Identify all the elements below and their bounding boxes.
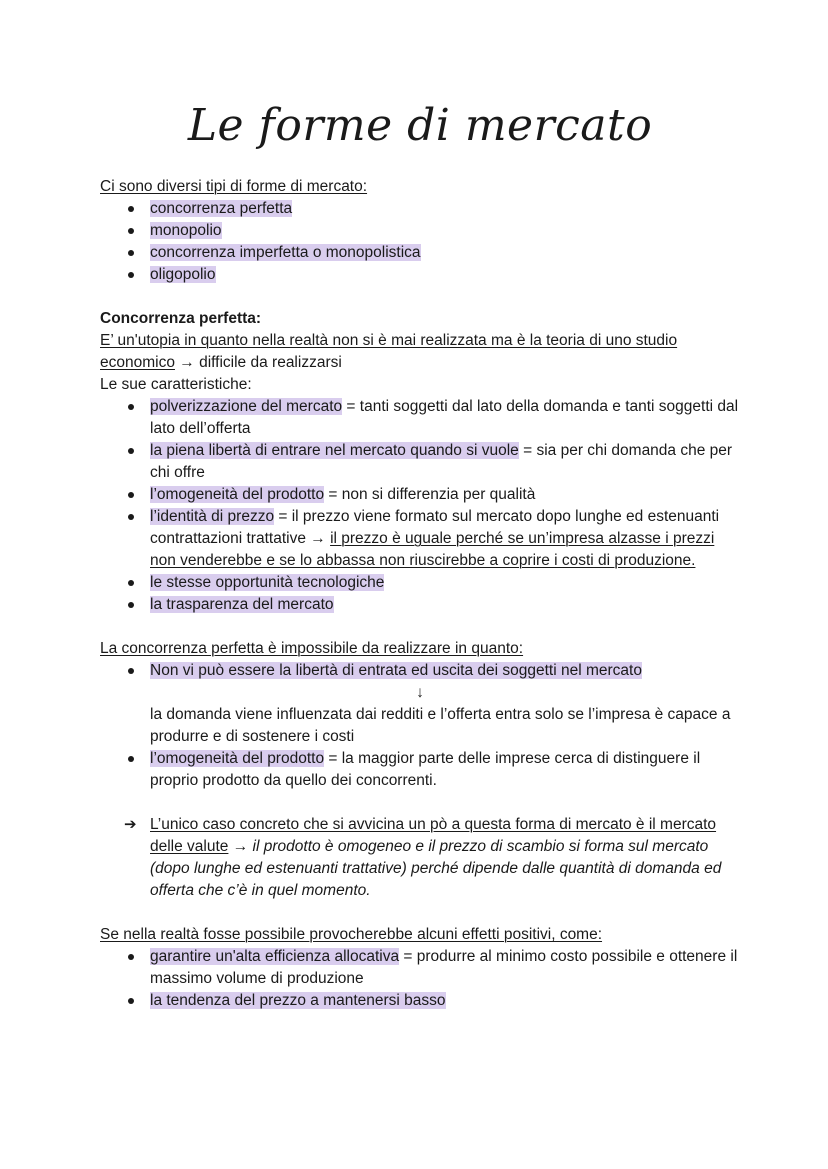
- characteristics-label: Le sue caratteristiche:: [100, 376, 252, 393]
- section-heading: Concorrenza perfetta:: [100, 310, 262, 327]
- section-heading: Se nella realtà fosse possibile provocherebbe alcuni effetti positivi, come:: [100, 926, 603, 943]
- reasons-list-2: [100, 748, 740, 792]
- list-item: la piena libertà di entrare nel mercato quando si vuole = sia per chi domanda che per chi offre: [100, 440, 740, 484]
- list-item: concorrenza imperfetta o monopolistica: [100, 242, 740, 264]
- list-item: Non vi può essere la libertà di entrata ed uscita dei soggetti nel mercato: [100, 660, 740, 682]
- list-item: concorrenza perfetta: [100, 198, 740, 220]
- section-heading: La concorrenza perfetta è impossibile da realizzare in quanto:: [100, 640, 524, 657]
- list-item: l’omogeneità del prodotto = non si differenzia per qualità: [100, 484, 740, 506]
- down-arrow-icon: ↓: [416, 684, 424, 701]
- list-item: polverizzazione del mercato = tanti soggetti dal lato della domanda e tanti soggetti dal lato dell’offerta: [100, 396, 740, 440]
- intro-heading: Ci sono diversi tipi di forme di mercato:: [100, 178, 368, 195]
- list-item: la trasparenza del mercato: [100, 594, 740, 616]
- list-item-continuation: la domanda viene influenzata dai redditi e l’offerta entra solo se l’impresa è capace a produrre e di sostenere i costi: [150, 706, 731, 745]
- intro-list: [100, 198, 740, 286]
- list-item: garantire un'alta efficienza allocativa = produrre al minimo costo possibile e ottenere il massimo volume di produzione: [100, 946, 740, 990]
- list-item: oligopolio: [100, 264, 740, 286]
- document-page: [100, 96, 740, 1012]
- reasons-list: [100, 660, 740, 748]
- list-item: l’omogeneità del prodotto = la maggior parte delle imprese cerca di distinguere il proprio prodotto da quello dei concorrenti.: [100, 748, 740, 792]
- effects-list: [100, 946, 740, 1012]
- arrow-note: ➔ L’unico caso concreto che si avvicina un pò a questa forma di mercato è il mercato delle valute → il prodotto è omogeneo e il prezzo di scambio si forma sul mercato (dopo lunghe ed estenuanti trattative) perché dipende dalle quantità di domanda ed offerta che c’è in quel momento.: [100, 814, 740, 902]
- list-item: la tendenza del prezzo a mantenersi basso: [100, 990, 740, 1012]
- section-description: E’ un'utopia in quanto nella realtà non si è mai realizzata ma è la teoria di uno studio economico → difficile da realizzarsi: [100, 332, 678, 371]
- document-title: Le forme di mercato: [187, 100, 653, 151]
- note-list: [100, 814, 740, 902]
- list-item: le stesse opportunità tecnologiche: [100, 572, 740, 594]
- characteristics-list: [100, 396, 740, 616]
- list-item: monopolio: [100, 220, 740, 242]
- list-item: l’identità di prezzo = il prezzo viene formato sul mercato dopo lunghe ed estenuanti contrattazioni trattative → il prezzo è uguale perché se un’impresa alzasse i prezzi non venderebbe e se lo abbassa non riuscirebbe a coprire i costi di produzione.: [100, 506, 740, 572]
